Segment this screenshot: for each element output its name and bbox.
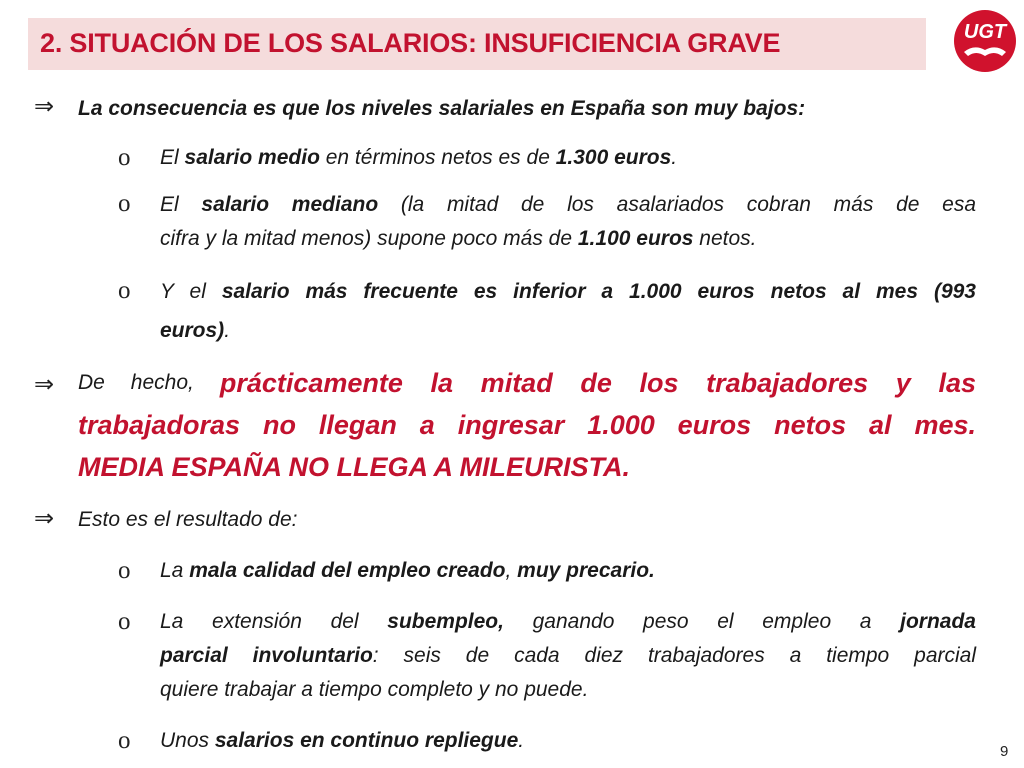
circle-bullet-icon: o	[118, 557, 131, 584]
arrow-bullet-icon: ⇒	[34, 370, 55, 398]
point2-line3: MEDIA ESPAÑA NO LLEGA A MILEURISTA.	[78, 452, 630, 482]
slide-title: 2. SITUACIÓN DE LOS SALARIOS: INSUFICIENCIA GRAVE	[40, 28, 781, 58]
page-number: 9	[1000, 743, 1009, 760]
point2-line1: De hecho, prácticamente la mitad de los trabajadores y las	[78, 368, 976, 398]
circle-bullet-icon: o	[118, 608, 131, 635]
point1-sub3-line2: euros).	[160, 319, 231, 342]
point3-sub2-line2: parcial involuntario: seis de cada diez trabajadores a tiempo parcial	[160, 644, 976, 667]
point1-sub2-line1: El salario mediano (la mitad de los asalariados cobran más de esa	[160, 193, 976, 216]
logo-text: UGT	[963, 21, 1007, 43]
circle-bullet-icon: o	[118, 190, 131, 217]
point3-sub2-line3: quiere trabajar a tiempo completo y no puede.	[160, 678, 589, 701]
point1-sub1: El salario medio en términos netos es de 1.300 euros.	[160, 146, 678, 169]
ugt-logo	[952, 8, 1018, 74]
arrow-bullet-icon: ⇒	[34, 504, 55, 532]
arrow-bullet-icon: ⇒	[34, 92, 55, 120]
point1-heading: La consecuencia es que los niveles salariales en España son muy bajos:	[78, 97, 806, 120]
circle-bullet-icon: o	[118, 144, 131, 171]
point3-heading: Esto es el resultado de:	[78, 508, 298, 531]
point1-sub2-line2: cifra y la mitad menos) supone poco más de 1.100 euros netos.	[160, 227, 757, 250]
circle-bullet-icon: o	[118, 277, 131, 304]
point3-sub2-line1: La extensión del subempleo, ganando peso el empleo a jornada	[160, 610, 976, 633]
point3-sub1: La mala calidad del empleo creado, muy precario.	[160, 559, 655, 582]
point3-sub3: Unos salarios en continuo repliegue.	[160, 729, 525, 752]
title-bar	[28, 18, 926, 70]
circle-bullet-icon: o	[118, 727, 131, 754]
point1-sub3-line1: Y el salario más frecuente es inferior a 1.000 euros netos al mes (993	[160, 280, 976, 303]
point2-line2: trabajadoras no llegan a ingresar 1.000 euros netos al mes.	[78, 410, 976, 440]
